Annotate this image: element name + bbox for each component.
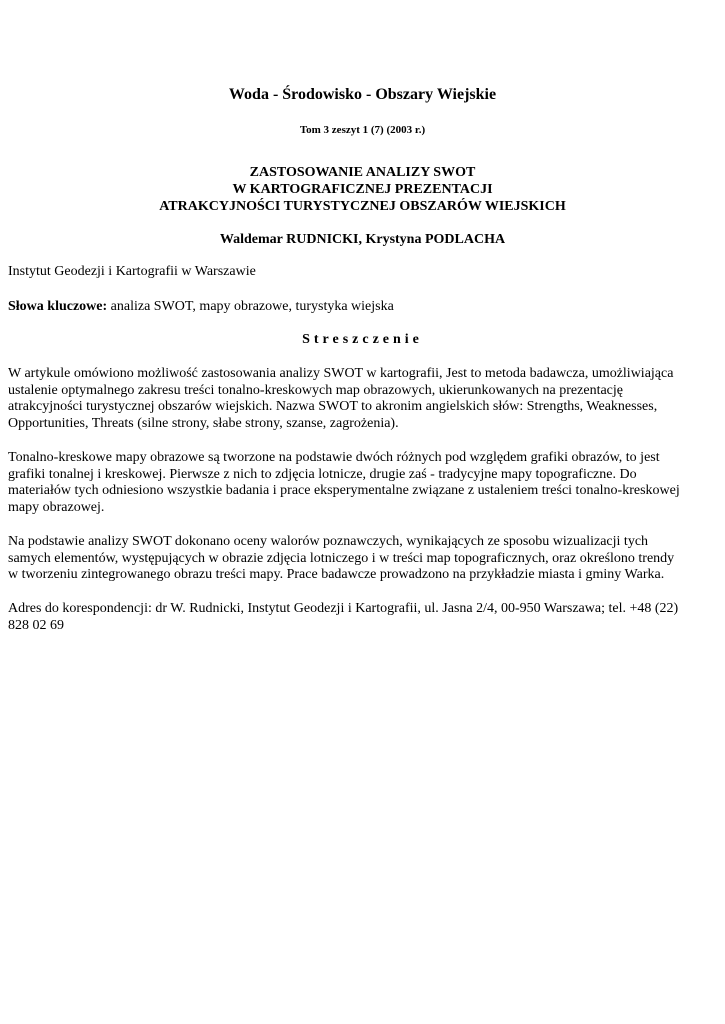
paragraph-line: materiałów tych odniesiono wszystkie badania i prace eksperymentalne związane z ustaleniem treści tonalno-kreskowej [8,483,680,499]
abstract-paragraph [8,366,720,432]
article-title-line: ZASTOSOWANIE ANALIZY SWOT [249,165,476,180]
keywords-value: analiza SWOT, mapy obrazowe, turystyka wiejska [107,299,394,314]
paragraph-line: mapy obrazowej. [8,499,105,515]
institution: Instytut Geodezji i Kartografii w Warszawie [8,264,256,279]
keywords [8,299,394,315]
article-title-line: ATRAKCYJNOŚCI TURYSTYCZNEJ OBSZARÓW WIEJSKICH [159,199,566,214]
article-title-line: W KARTOGRAFICZNEJ PREZENTACJI [232,182,493,197]
paragraph-line: grafiki tonalnej i kreskowej. Pierwsze z nich to zdjęcia lotnicze, drugie zaś - tradycyjne mapy topograficzne. Do [8,466,637,482]
correspondence-address [8,601,720,634]
paragraph-line: Na podstawie analizy SWOT dokonano oceny walorów poznawczych, wynikających ze sposobu wizualizacji tych [8,534,649,549]
paragraph-line: w tworzeniu zintegrowanego obrazu treści mapy. Prace badawcze prowadzono na przykładzie miasta i gminy Warka. [8,567,665,583]
paragraph-line: W artykule omówiono możliwość zastosowania analizy SWOT w kartografii, Jest to metoda badawcza, umożliwiająca [8,366,674,381]
volume-line: Tom 3 zeszyt 1 (7) (2003 r.) [299,124,426,136]
paragraph-line: Opportunities, Threats (silne strony, słabe strony, szanse, zagrożenia). [8,415,399,431]
paragraph-line: samych elementów, występujących w obrazie zdjęcia lotniczego i w treści map topograficznych, oraz określono trendy [8,550,675,566]
abstract-paragraph [8,450,720,516]
authors: Waldemar RUDNICKI, Krystyna PODLACHA [219,232,506,247]
paragraph-line: Tonalno-kreskowe mapy obrazowe są tworzone na podstawie dwóch różnych pod względem grafiki obrazów, to jest [8,450,660,465]
journal-title: Woda - Środowisko - Obszary Wiejskie [228,86,497,103]
keywords-label: Słowa kluczowe: [8,299,108,314]
paragraph-line: 828 02 69 [8,617,64,633]
paragraph-line: atrakcyjności turystycznej obszarów wiejskich. Nazwa SWOT to akronim angielskich słów: Strengths, Weaknesses, [8,399,658,415]
paragraph-line: ustalenie optymalnego zakresu treści tonalno-kreskowych map obrazowych, ukierunkowanych na prezentację [8,382,623,398]
abstract-heading: Streszczenie [302,332,423,347]
abstract-paragraph [8,534,720,584]
article-title [0,164,725,215]
paragraph-line: Adres do korespondencji: dr W. Rudnicki, Instytut Geodezji i Kartografii, ul. Jasna 2/4, 00-950 Warszawa; tel. +48 (22) [8,601,679,616]
